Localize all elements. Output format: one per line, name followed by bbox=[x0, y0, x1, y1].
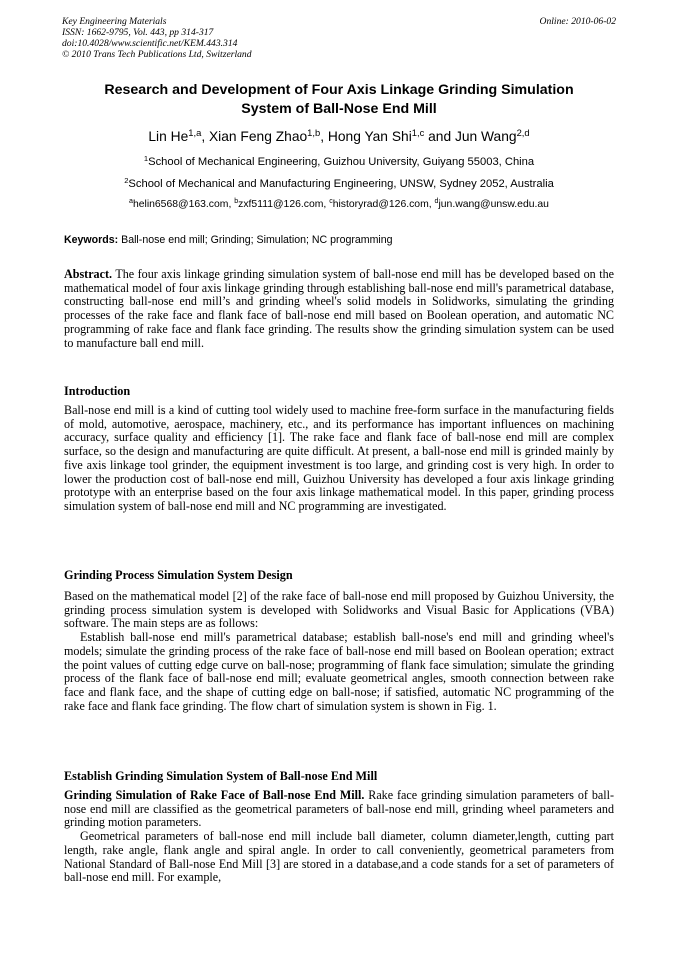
abstract bbox=[64, 268, 614, 350]
author-name: Hong Yan Shi bbox=[327, 129, 412, 144]
author-affiliation-mark: 2,d bbox=[516, 127, 530, 138]
author-emails bbox=[40, 198, 638, 212]
email-mark: d bbox=[434, 198, 439, 206]
author-name: Xian Feng Zhao bbox=[208, 129, 308, 144]
email-link[interactable]: jun.wang@unsw.edu.au bbox=[438, 199, 549, 210]
email-separator: , bbox=[228, 199, 235, 210]
design-paragraph-1: Based on the mathematical model [2] of the rake face of ball-nose end mill proposed by Guizhou University, the grinding process simulation system is developed with Solidworks and Visual Basic for Applications (VBA) software. The main steps are as follows: bbox=[64, 589, 614, 631]
email-separator: , bbox=[323, 199, 330, 210]
title-line-2: System of Ball-Nose End Mill bbox=[241, 101, 437, 117]
journal-issn: ISSN: 1662-9795, Vol. 443, pp 314-317 bbox=[62, 27, 214, 38]
author-affiliation-mark: 1,c bbox=[411, 127, 425, 138]
affiliation-mark: 1 bbox=[143, 153, 149, 163]
author-affiliation-mark: 1,a bbox=[188, 127, 202, 138]
affiliation-text: School of Mechanical and Manufacturing Engineering, UNSW, Sydney 2052, Australia bbox=[128, 178, 554, 190]
abstract-text: The four axis linkage grinding simulation system of ball-nose end mill has be developed based on the mathematical model of four axis linkage grinding through establishing ball-nose end mill's parametrical database, constructing ball-nose end mill’s and grinding wheel's solid models in Solidworks, simulating the grinding processes of the rake face and flank face of ball-nose end mill based on Boolean operation, and automatic NC programming of rake face and flank face grinding. The results show the grinding simulation system can be used to manufacture ball end mill. bbox=[64, 267, 615, 350]
introduction-heading: Introduction bbox=[64, 384, 131, 398]
affiliation-2 bbox=[40, 177, 638, 191]
author-separator: , bbox=[320, 129, 328, 144]
journal-copyright: © 2010 Trans Tech Publications Ltd, Switzerland bbox=[62, 49, 252, 60]
keywords-label: Keywords: bbox=[64, 234, 119, 246]
email-mark: a bbox=[129, 198, 133, 206]
email-mark: b bbox=[234, 198, 239, 206]
email-link[interactable]: zxf5111@126.com bbox=[238, 199, 324, 210]
paper-title bbox=[40, 81, 638, 119]
establish-heading: Establish Grinding Simulation System of Ball-nose End Mill bbox=[64, 769, 378, 783]
email-mark: c bbox=[329, 198, 333, 206]
affiliation-1 bbox=[40, 155, 638, 169]
abstract-label: Abstract. bbox=[64, 267, 113, 281]
establish-body bbox=[64, 789, 614, 885]
online-date: Online: 2010-06-02 bbox=[539, 16, 616, 27]
keywords-text: Ball-nose end mill; Grinding; Simulation; NC programming bbox=[121, 234, 393, 246]
journal-name: Key Engineering Materials bbox=[62, 16, 167, 27]
rake-face-subheading: Grinding Simulation of Rake Face of Ball-nose End Mill. bbox=[64, 788, 365, 802]
introduction-paragraph: Ball-nose end mill is a kind of cutting tool widely used to machine free-form surface in the manufacturing fields of mold, automotive, aerospace, machinery, etc., and its performance has important influences on machining accuracy, surface quality and efficiency [1]. The rake face and flank face of ball-nose end mill are complex surface, so the design and manufacturing are quite difficult. At present, a ball-nose end mill is grinded mainly by five axis linkage tool grinder, the equipment investment is too large, and grinding cost is very high. In order to lower the production cost of ball-nose end mill, Guizhou University has developed a four axis linkage grinding prototype with an enterprise based on the four axis linkage mathematical model. In this paper, grinding process simulation system of ball-nose end mill and NC programming are investigated. bbox=[64, 403, 614, 513]
author-separator: , bbox=[201, 129, 209, 144]
author-separator: and bbox=[424, 129, 455, 144]
author-list bbox=[40, 128, 638, 146]
title-line-1: Research and Development of Four Axis Linkage Grinding Simulation bbox=[104, 82, 574, 98]
email-link[interactable]: historyrad@126.com bbox=[332, 199, 429, 210]
journal-header bbox=[62, 16, 616, 60]
email-link[interactable]: helin6568@163.com bbox=[132, 199, 229, 210]
email-separator: , bbox=[428, 199, 435, 210]
keywords bbox=[64, 233, 614, 247]
author-name: Jun Wang bbox=[454, 129, 517, 144]
affiliation-mark: 2 bbox=[124, 175, 129, 185]
establish-paragraph-2: Geometrical parameters of ball-nose end mill include ball diameter, column diameter,length, cutting part length, rake angle, flank angle and spiral angle. In order to call conveniently, geometrical parameters from National Standard of Ball-nose End Mill [3] are stored in a database,and a code stands for a set of parameters of ball-nose end mill. For example, bbox=[64, 829, 614, 885]
journal-doi: doi:10.4028/www.scientific.net/KEM.443.314 bbox=[62, 38, 238, 49]
introduction-body bbox=[64, 404, 614, 514]
establish-paragraph-1: Rake face grinding simulation parameters of ball-nose end mill are classified as the geometrical parameters of ball-nose end mill, grinding wheel parameters and grinding motion parameters. bbox=[64, 788, 614, 830]
design-paragraph-2: Establish ball-nose end mill's parametrical database; establish ball-nose's end mill and grinding wheel's models; simulate the grinding process of the rake face of ball-nose end mill based on Boolean operation; extract the point values of cutting edge curve on ball-nose; programming of flank face simulation; simulate the grinding process of the flank face of ball-nose end mill; evaluate geometrical angles, smooth connection between rake face and flank face, and the shape of cutting edge on ball-nose; if satisfied, automatic NC programming of the rake face and flank face grinding. The flow chart of simulation system is shown in Fig. 1. bbox=[64, 630, 614, 713]
affiliation-text: School of Mechanical Engineering, Guizhou University, Guiyang 55003, China bbox=[148, 156, 535, 168]
design-body bbox=[64, 590, 614, 713]
author-name: Lin He bbox=[148, 129, 189, 144]
design-heading: Grinding Process Simulation System Design bbox=[64, 568, 293, 582]
author-affiliation-mark: 1,b bbox=[307, 127, 321, 138]
